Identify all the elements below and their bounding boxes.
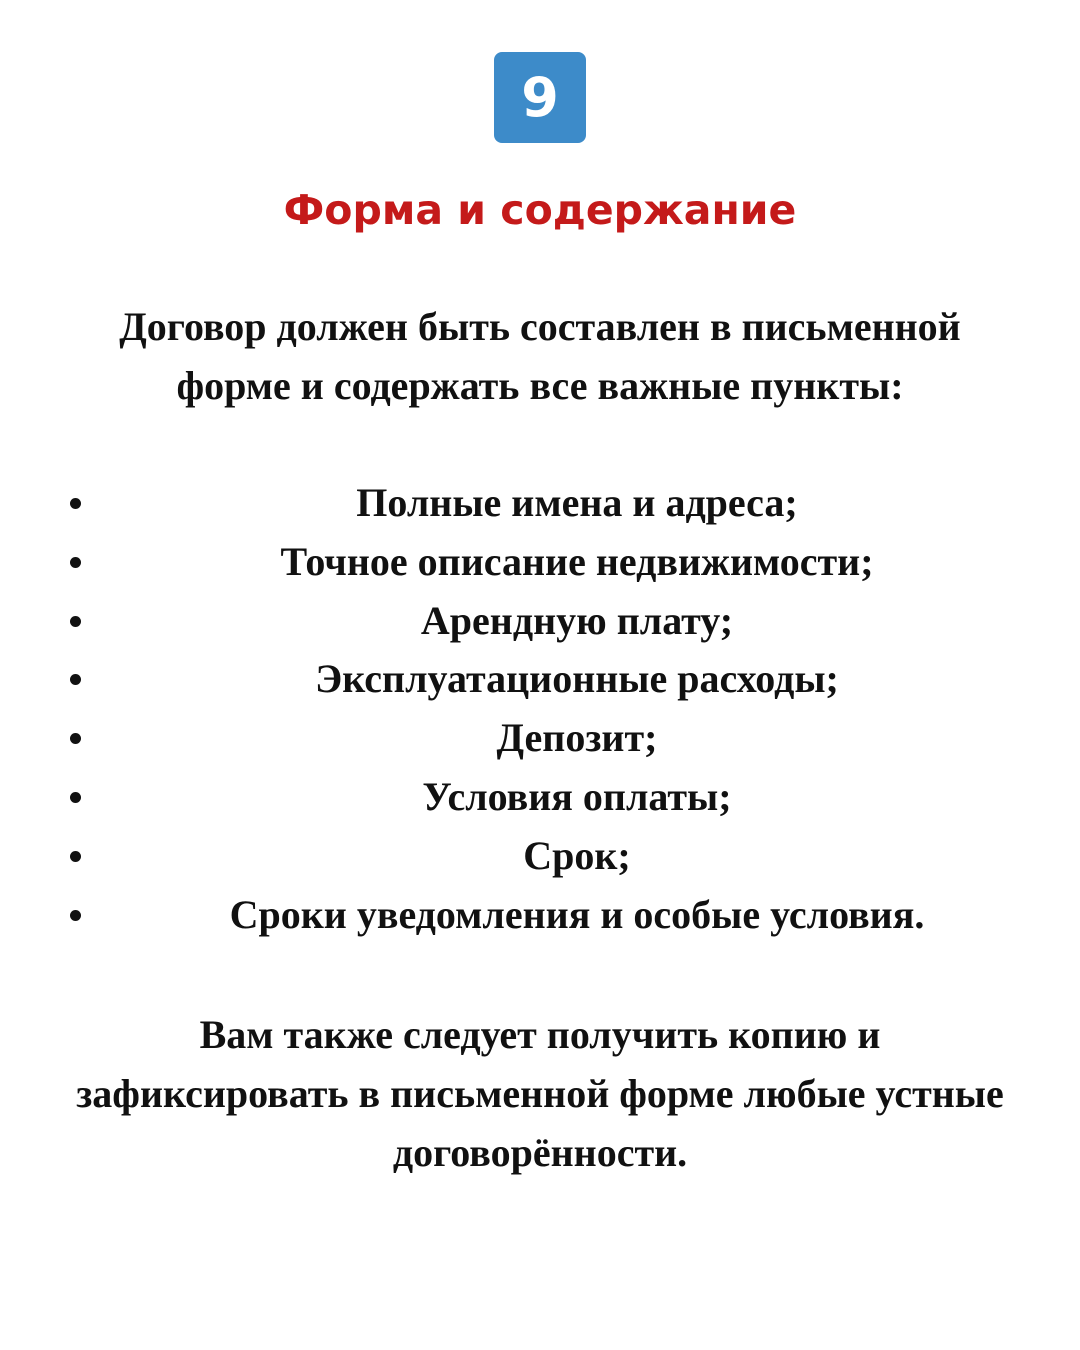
list-item	[0, 533, 1080, 592]
outro-line-3: договорённости.	[392, 1130, 688, 1175]
list-item-text: Точное описание недвижимости;	[280, 538, 874, 584]
outro-line-2: зафиксировать в письменной форме любые устные	[76, 1071, 1004, 1116]
bullet-icon	[70, 851, 81, 862]
list-item	[0, 827, 1080, 886]
list-item-text: Сроки уведомления и особые условия.	[229, 891, 925, 937]
list-item-text: Депозит;	[496, 715, 658, 761]
bullet-icon	[70, 792, 81, 803]
bullet-icon	[70, 733, 81, 744]
bullet-icon	[70, 910, 81, 921]
list-item	[0, 474, 1080, 533]
intro-paragraph	[40, 297, 1040, 415]
outro-paragraph	[30, 1005, 1050, 1182]
list-item-text: Полные имена и адреса;	[356, 480, 798, 525]
list-item-text: Арендную плату;	[420, 597, 734, 643]
list-item	[0, 886, 1080, 945]
bullet-icon	[70, 498, 81, 509]
bullet-icon	[70, 616, 81, 627]
section-title: Форма и содержание	[283, 186, 797, 234]
list-item	[0, 768, 1080, 827]
intro-line-2: форме и содержать все важные пункты:	[176, 363, 904, 408]
list-item	[0, 709, 1080, 768]
list-item-text: Условия оплаты;	[422, 773, 732, 819]
step-number-badge: 9	[494, 52, 586, 143]
bullet-icon	[70, 674, 81, 685]
bullet-icon	[70, 557, 81, 568]
list-item-text: Эксплуатационные расходы;	[315, 656, 839, 702]
intro-line-1: Договор должен быть составлен в письменной	[119, 304, 961, 349]
outro-line-1: Вам также следует получить копию и	[199, 1012, 881, 1057]
list-item-text: Срок;	[523, 832, 631, 878]
list-item	[0, 650, 1080, 709]
contract-points-list	[0, 474, 1080, 944]
list-item	[0, 592, 1080, 651]
